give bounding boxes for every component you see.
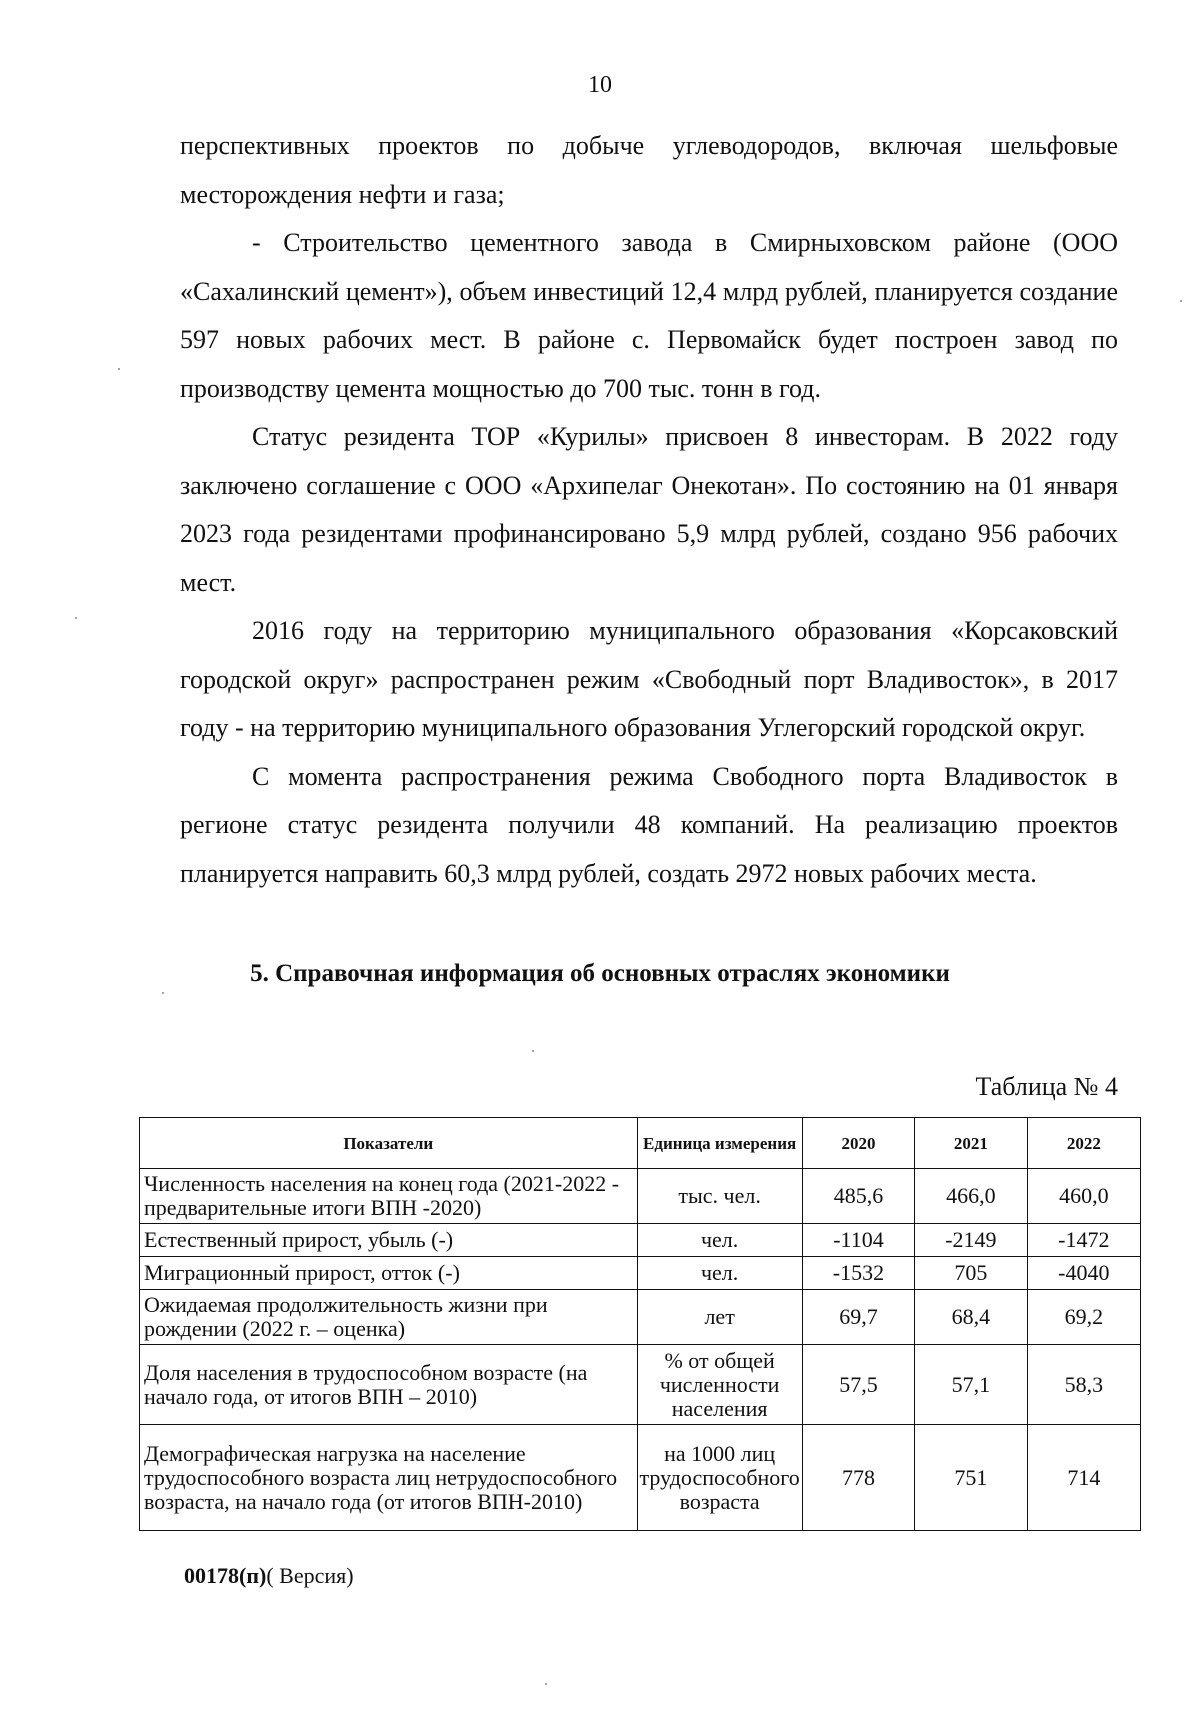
unit-cell: на 1000 лиц трудоспособного возраста [637,1425,802,1531]
scan-speck [532,1050,534,1052]
column-header-2021: 2021 [915,1118,1027,1169]
paragraph: С момента распространения режима Свободного порта Владивосток в регионе статус резидента получили 48 компаний. На реализацию проектов планируется направить 60,3 млрд рублей, создать 2972 новых рабочих места. [180,761,1118,888]
unit-cell: тыс. чел. [637,1169,802,1224]
table-row [140,1425,1141,1531]
value-2022: 69,2 [1027,1290,1140,1345]
paragraph: - Строительство цементного завода в Смирныховском районе (ООО «Сахалинский цемент»), объем инвестиций 12,4 млрд рублей, планируется создание 597 новых рабочих мест. В районе с. Первомайск будет построен завод по производству цемента мощностью до 700 тыс. тонн в год. [180,228,1118,403]
value-2021: -2149 [915,1224,1027,1257]
indicator-cell: Естественный прирост, убыль (-) [140,1224,638,1257]
column-header-indicator: Показатели [140,1118,638,1169]
table-row [140,1224,1141,1257]
indicator-cell: Численность населения на конец года (2021-2022 - предварительные итоги ВПН -2020) [140,1169,638,1224]
paragraph: 2016 году на территорию муниципального образования «Корсаковский городской округ» распространен режим «Свободный порт Владивосток», в 2017 году - на территорию муниципального образования Углегорский городской округ. [180,616,1118,742]
table-row [140,1290,1141,1345]
document-version: ( Версия) [266,1563,354,1588]
scan-speck [75,617,77,619]
column-header-unit: Единица измерения [637,1118,802,1169]
unit-cell: чел. [637,1257,802,1290]
section-heading: 5. Справочная информация об основных отраслях экономики [250,960,950,987]
value-2021: 68,4 [915,1290,1027,1345]
document-footer [184,1563,354,1589]
value-2020: 485,6 [802,1169,914,1224]
indicator-cell: Демографическая нагрузка на население трудоспособного возраста лиц нетрудоспособного возраста, на начало года (от итогов ВПН-2010) [140,1425,638,1531]
value-2021: 57,1 [915,1345,1027,1425]
scan-speck [162,992,164,994]
value-2022: -4040 [1027,1257,1140,1290]
paragraph: перспективных проектов по добыче углеводородов, включая шельфовые месторождения нефти и газа; [180,131,1118,209]
value-2020: 69,7 [802,1290,914,1345]
value-2021: 466,0 [915,1169,1027,1224]
indicator-cell: Доля населения в трудоспособном возрасте (на начало года, от итогов ВПН – 2010) [140,1345,638,1425]
unit-cell: лет [637,1290,802,1345]
scan-speck [545,1683,547,1685]
value-2020: -1104 [802,1224,914,1257]
demographics-table [139,1117,1141,1531]
document-code: 00178(п) [184,1563,267,1588]
column-header-2022: 2022 [1027,1118,1140,1169]
table-row [140,1169,1141,1224]
unit-cell: % от общей численности населения [637,1345,802,1425]
table-header-row [140,1118,1141,1169]
value-2022: -1472 [1027,1224,1140,1257]
scan-speck [1180,300,1182,302]
table-label: Таблица № 4 [975,1072,1118,1101]
indicator-cell: Ожидаемая продолжительность жизни при рождении (2022 г. – оценка) [140,1290,638,1345]
paragraph: Статус резидента ТОР «Курилы» присвоен 8 инвесторам. В 2022 году заключено соглашение с ООО «Архипелаг Онекотан». По состоянию на 01 января 2023 года резидентами профинансировано 5,9 млрд рублей, создано 956 рабочих мест. [180,422,1118,597]
scan-speck [118,368,120,370]
value-2020: 778 [802,1425,914,1531]
value-2021: 751 [915,1425,1027,1531]
table-row [140,1257,1141,1290]
value-2020: 57,5 [802,1345,914,1425]
column-header-2020: 2020 [802,1118,914,1169]
body-text [180,122,1118,898]
page-number: 10 [588,72,612,98]
table-row [140,1345,1141,1425]
value-2021: 705 [915,1257,1027,1290]
value-2022: 714 [1027,1425,1140,1531]
value-2022: 58,3 [1027,1345,1140,1425]
value-2020: -1532 [802,1257,914,1290]
value-2022: 460,0 [1027,1169,1140,1224]
indicator-cell: Миграционный прирост, отток (-) [140,1257,638,1290]
unit-cell: чел. [637,1224,802,1257]
